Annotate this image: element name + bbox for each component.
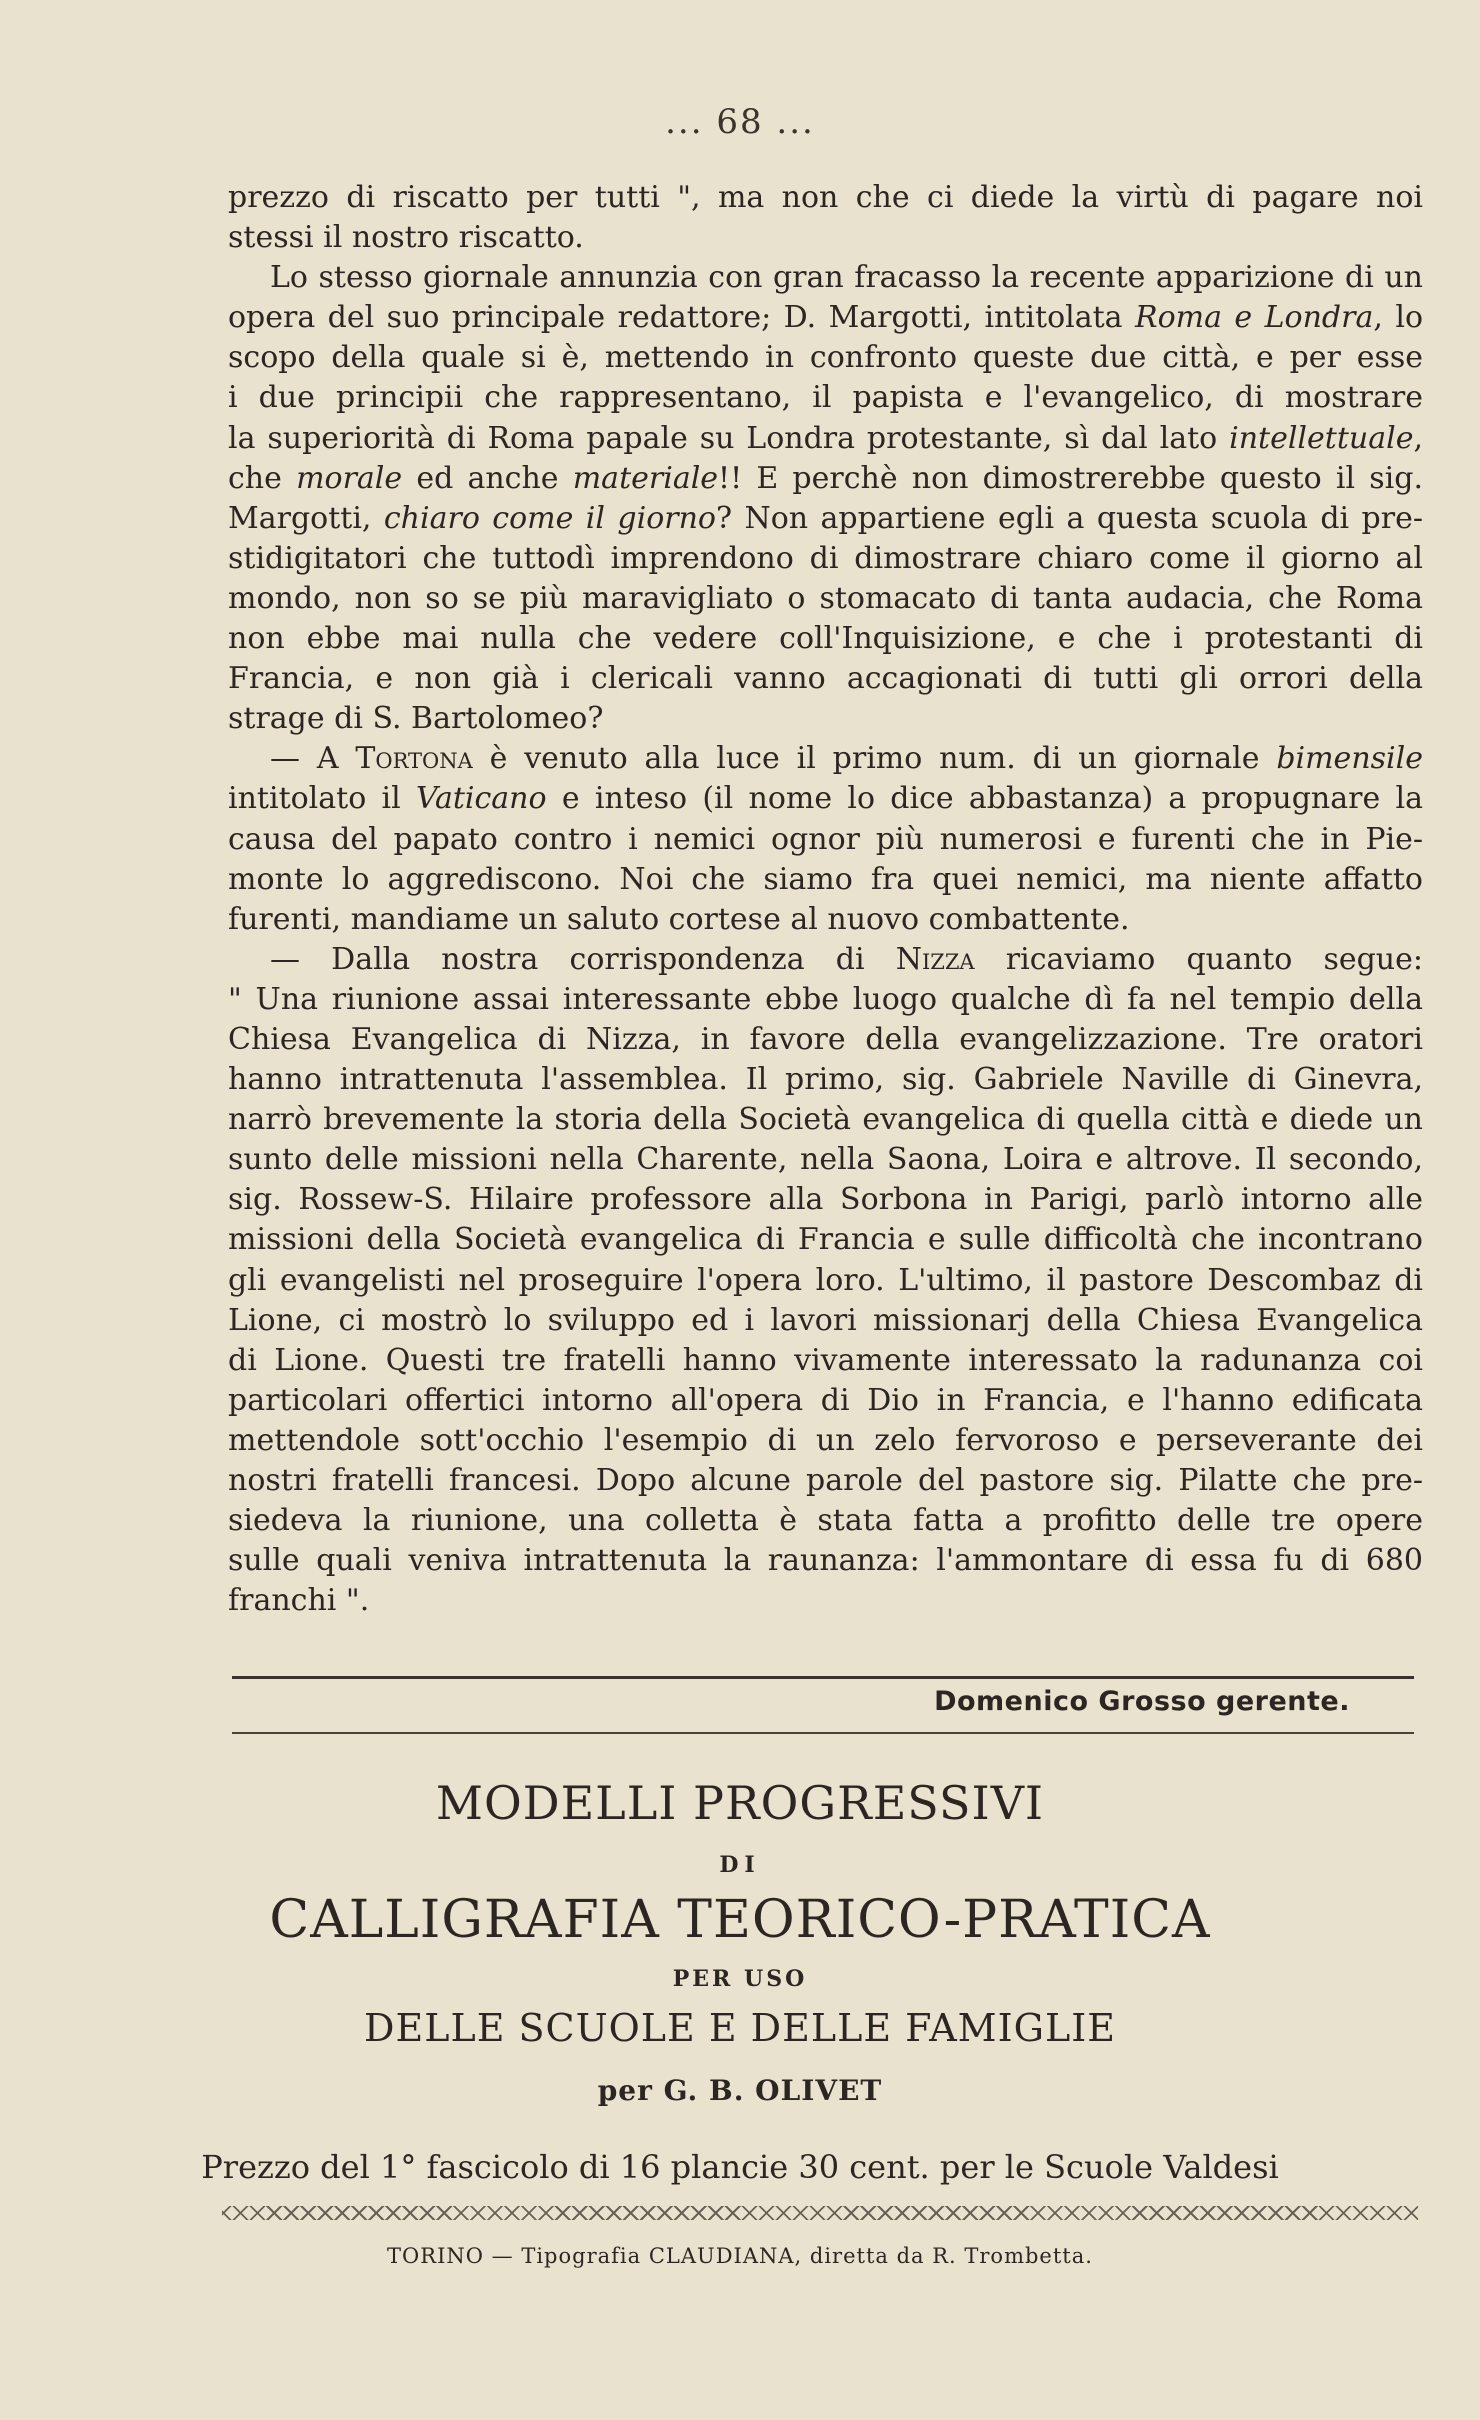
text-line (228, 860, 1423, 900)
text-line (228, 820, 1423, 860)
text-segment: " Una riunione assai interessante ebbe luogo qualche dì fa nel tempio della (228, 981, 1423, 1017)
text-segment: mettendole sott'occhio l'esempio di un zelo fervoroso e perseverante dei (228, 1422, 1423, 1458)
text-line (228, 980, 1423, 1020)
text-line (228, 1261, 1423, 1301)
text-segment: gli evangelisti nel proseguire l'opera loro. L'ultimo, il pastore Descombaz di (228, 1262, 1423, 1298)
text-line (228, 579, 1423, 619)
text-segment: stidigitatori che tuttodì imprendono di dimostrare chiaro come il giorno al (228, 540, 1423, 576)
text-line (228, 178, 1423, 218)
text-segment: Francia, e non già i clericali vanno accagionati di tutti gli orrori della (228, 661, 1423, 697)
text-segment: sunto delle missioni nella Charente, nella Saona, Loira e altrove. Il secondo, (228, 1142, 1423, 1178)
text-line (228, 1301, 1423, 1341)
text-segment: , (1413, 420, 1423, 456)
text-line (228, 1581, 1423, 1621)
text-segment: Chiesa Evangelica di Nizza, in favore della evangelizzazione. Tre oratori (228, 1021, 1423, 1057)
separator-rule-bottom (232, 1732, 1414, 1734)
text-line (228, 1421, 1423, 1461)
text-segment: la superiorità di Roma papale su Londra protestante, sì dal lato (228, 420, 1230, 456)
text-segment: i due principii che rappresentano, il papista e l'evangelico, di mostrare (228, 380, 1423, 416)
text-line (228, 378, 1423, 418)
publisher-signature: Domenico Grosso gerente. (934, 1686, 1350, 1717)
text-line (228, 338, 1423, 378)
text-segment: franchi ". (228, 1583, 370, 1619)
text-segment: ? Non appartiene egli a questa scuola di pre- (715, 500, 1423, 536)
emphasis-text: materiale (572, 460, 719, 496)
text-line (228, 900, 1423, 940)
text-segment: prezzo di riscatto per tutti ", ma non che ci diede la virtù di pagare noi (228, 180, 1423, 215)
text-line (228, 1220, 1423, 1260)
text-segment: non ebbe mai nulla che vedere coll'Inquisizione, e che i protestanti di (228, 621, 1423, 657)
text-segment: ed anche (402, 460, 573, 496)
text-line (228, 298, 1423, 338)
text-line (228, 499, 1423, 539)
advert-di: DI (719, 1852, 761, 1878)
text-line (228, 1341, 1423, 1381)
text-segment: Margotti, (228, 500, 384, 536)
emphasis-text: morale (296, 460, 403, 496)
text-line (228, 258, 1423, 298)
text-segment: stessi il nostro riscatto. (228, 220, 584, 256)
text-segment: di Lione. Questi tre fratelli hanno vivamente interessato la radunanza coi (228, 1342, 1423, 1378)
text-segment: e inteso (il nome lo dice abbastanza) a propugnare la (546, 781, 1423, 817)
advert-title-line3: DELLE SCUOLE E DELLE FAMIGLIE (364, 2006, 1116, 2050)
text-segment: ricaviamo quanto segue: (974, 941, 1423, 977)
decorative-wavy-rule (222, 2206, 1418, 2220)
text-line (228, 1541, 1423, 1581)
text-segment: hanno intrattenuta l'assemblea. Il primo, sig. Gabriele Naville di Ginevra, (228, 1062, 1423, 1098)
text-segment: furenti, mandiame un saluto cortese al nuovo combattente. (228, 901, 1130, 937)
emphasis-text: Tortona (355, 741, 473, 777)
text-line (228, 1180, 1423, 1220)
text-line (228, 1060, 1423, 1100)
emphasis-text: bimensile (1276, 741, 1423, 777)
text-segment: Lione, ci mostrò lo sviluppo ed i lavori missionarj della Chiesa Evangelica (228, 1302, 1423, 1338)
text-segment: narrò brevemente la storia della Società evangelica di quella città e diede un (228, 1102, 1423, 1138)
text-segment: sulle quali veniva intrattenuta la raunanza: l'ammontare di essa fu di 680 (228, 1543, 1423, 1579)
text-segment: particolari offertici intorno all'opera di Dio in Francia, e l'hanno edificata (228, 1382, 1423, 1418)
text-segment: è venuto alla luce il primo num. di un giornale (472, 741, 1277, 777)
advert-title-line2: CALLIGRAFIA TEORICO-PRATICA (269, 1890, 1211, 1950)
emphasis-text: chiaro come il giorno (383, 500, 716, 536)
text-line (228, 940, 1423, 980)
printer-imprint: TORINO — Tipografia CLAUDIANA, diretta da R. Trombetta. (387, 2244, 1093, 2268)
text-line (228, 659, 1423, 699)
article-body (228, 178, 1423, 1621)
emphasis-text: Nizza (895, 941, 975, 977)
text-line (228, 539, 1423, 579)
text-line (228, 1020, 1423, 1060)
text-line (228, 1140, 1423, 1180)
text-segment: !! E perchè non dimostrerebbe questo il sig. (718, 460, 1423, 496)
text-segment: opera del suo principale redattore; D. Margotti, intitolata (228, 300, 1136, 336)
advert-per-uso: PER USO (672, 1966, 808, 1992)
separator-rule-top (232, 1676, 1414, 1679)
text-line (228, 218, 1423, 258)
text-segment: — A (270, 741, 356, 777)
text-segment: strage di S. Bartolomeo? (228, 701, 604, 737)
emphasis-text: Roma e Londra (1135, 300, 1374, 336)
text-line (228, 459, 1423, 499)
text-line (228, 1100, 1423, 1140)
text-segment: missioni della Società evangelica di Francia e sulle difficoltà che incontrano (228, 1222, 1423, 1258)
text-segment: sig. Rossew-S. Hilaire professore alla Sorbona in Parigi, parlò intorno alle (228, 1182, 1423, 1218)
advert-author: per G. B. OLIVET (597, 2074, 883, 2107)
text-segment: che (228, 460, 297, 496)
text-segment: , lo (1373, 300, 1424, 336)
advert-title-line1: MODELLI PROGRESSIVI (435, 1776, 1045, 1830)
text-line (228, 619, 1423, 659)
emphasis-text: Vaticano (416, 781, 547, 817)
text-segment: scopo della quale si è, mettendo in confronto queste due città, e per esse (228, 340, 1423, 376)
text-segment: — Dalla nostra corrispondenza di (270, 941, 896, 977)
text-segment: monte lo aggrediscono. Noi che siamo fra quei nemici, ma niente affatto (228, 861, 1423, 897)
text-line (228, 779, 1423, 819)
text-segment: mondo, non so se più maravigliato o stomacato di tanta audacia, che Roma (228, 580, 1423, 616)
text-segment: Lo stesso giornale annunzia con gran fracasso la recente apparizione di un (270, 260, 1423, 296)
text-line (228, 1381, 1423, 1421)
text-line (228, 1461, 1423, 1501)
emphasis-text: intellettuale (1229, 420, 1414, 456)
text-segment: nostri fratelli francesi. Dopo alcune parole del pastore sig. Pilatte che pre- (228, 1463, 1423, 1498)
page-number: ... 68 ... (665, 102, 815, 142)
text-line (228, 699, 1423, 739)
text-line (228, 1501, 1423, 1541)
text-line (228, 739, 1423, 779)
text-segment: intitolato il (228, 781, 417, 817)
text-line (228, 419, 1423, 459)
advert-price: Prezzo del 1° fascicolo di 16 plancie 30 cent. per le Scuole Valdesi (201, 2148, 1279, 2186)
text-segment: causa del papato contro i nemici ognor più numerosi e furenti che in Pie- (228, 821, 1423, 857)
text-segment: siedeva la riunione, una colletta è stata fatta a profitto delle tre opere (228, 1503, 1423, 1539)
